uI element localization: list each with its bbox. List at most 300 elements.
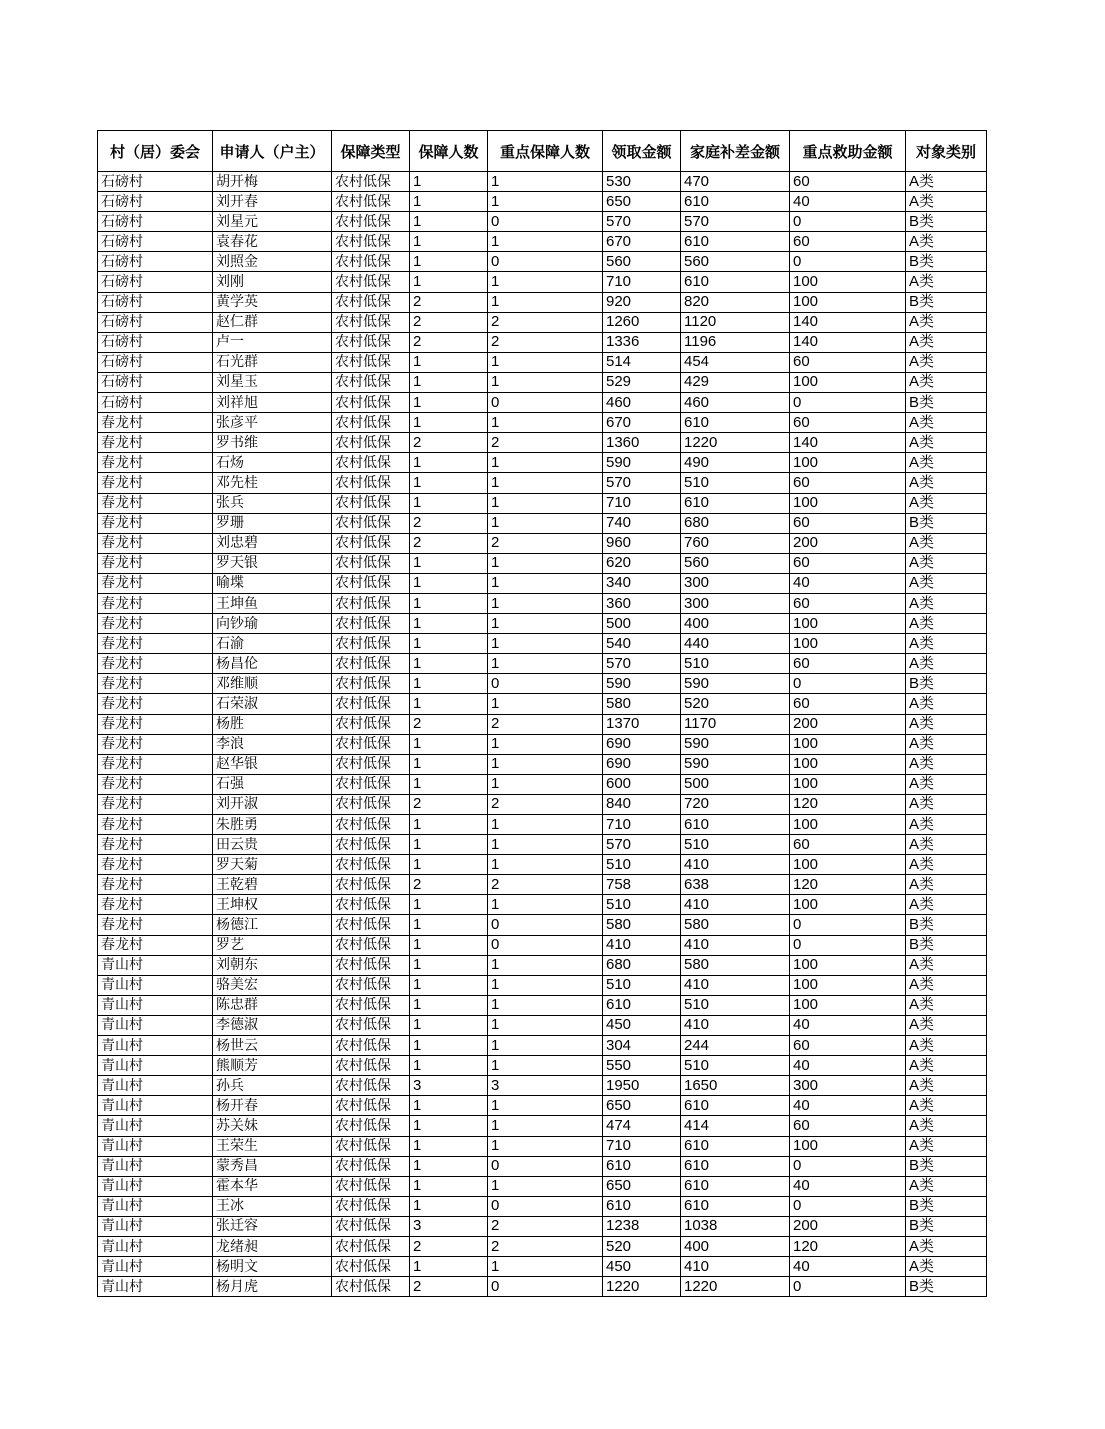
table-row (98, 1056, 987, 1076)
village-cell: 春龙村 (98, 674, 213, 694)
amount-received-cell: 500 (603, 614, 681, 634)
amount-received-cell: 570 (603, 654, 681, 674)
village-cell: 石磅村 (98, 332, 213, 352)
household-supplement-cell: 1038 (681, 1216, 790, 1236)
category-cell: A类 (906, 634, 987, 654)
applicant-cell: 罗书维 (213, 433, 332, 453)
covered-persons-cell: 1 (410, 815, 488, 835)
village-cell: 春龙村 (98, 855, 213, 875)
village-cell: 春龙村 (98, 935, 213, 955)
table-row (98, 634, 987, 654)
assistance-type-cell: 农村低保 (332, 835, 410, 855)
amount-received-cell: 529 (603, 372, 681, 392)
covered-persons-cell: 1 (410, 1116, 488, 1136)
assistance-type-cell: 农村低保 (332, 453, 410, 473)
applicant-cell: 罗天银 (213, 553, 332, 573)
category-cell: A类 (906, 192, 987, 212)
table-row (98, 935, 987, 955)
header-applicant: 申请人（户主） (213, 131, 332, 172)
key-relief-amount-cell: 0 (790, 1156, 906, 1176)
category-cell: A类 (906, 955, 987, 975)
applicant-cell: 王冰 (213, 1196, 332, 1216)
category-cell: B类 (906, 1277, 987, 1297)
table-row (98, 1036, 987, 1056)
assistance-type-cell: 农村低保 (332, 433, 410, 453)
applicant-cell: 杨世云 (213, 1036, 332, 1056)
applicant-cell: 王坤鱼 (213, 593, 332, 613)
amount-received-cell: 1950 (603, 1076, 681, 1096)
key-covered-persons-cell: 2 (488, 533, 603, 553)
key-relief-amount-cell: 40 (790, 1015, 906, 1035)
assistance-type-cell: 农村低保 (332, 634, 410, 654)
amount-received-cell: 710 (603, 815, 681, 835)
covered-persons-cell: 1 (410, 774, 488, 794)
assistance-type-cell: 农村低保 (332, 372, 410, 392)
covered-persons-cell: 1 (410, 393, 488, 413)
key-covered-persons-cell: 1 (488, 754, 603, 774)
table-row (98, 192, 987, 212)
covered-persons-cell: 1 (410, 614, 488, 634)
covered-persons-cell: 2 (410, 513, 488, 533)
applicant-cell: 刘开淑 (213, 794, 332, 814)
assistance-type-cell: 农村低保 (332, 1116, 410, 1136)
covered-persons-cell: 1 (410, 634, 488, 654)
category-cell: A类 (906, 1176, 987, 1196)
village-cell: 春龙村 (98, 513, 213, 533)
household-supplement-cell: 610 (681, 1136, 790, 1156)
table-row (98, 593, 987, 613)
village-cell: 春龙村 (98, 734, 213, 754)
applicant-cell: 罗天菊 (213, 855, 332, 875)
table-row (98, 774, 987, 794)
key-relief-amount-cell: 0 (790, 212, 906, 232)
table-row (98, 835, 987, 855)
key-relief-amount-cell: 0 (790, 1196, 906, 1216)
amount-received-cell: 560 (603, 252, 681, 272)
household-supplement-cell: 440 (681, 634, 790, 654)
applicant-cell: 邓维顺 (213, 674, 332, 694)
covered-persons-cell: 2 (410, 875, 488, 895)
key-relief-amount-cell: 100 (790, 453, 906, 473)
assistance-type-cell: 农村低保 (332, 674, 410, 694)
assistance-type-cell: 农村低保 (332, 252, 410, 272)
household-supplement-cell: 610 (681, 815, 790, 835)
assistance-type-cell: 农村低保 (332, 192, 410, 212)
table-row (98, 955, 987, 975)
village-cell: 春龙村 (98, 794, 213, 814)
key-covered-persons-cell: 1 (488, 553, 603, 573)
category-cell: A类 (906, 1056, 987, 1076)
covered-persons-cell: 1 (410, 975, 488, 995)
key-covered-persons-cell: 1 (488, 835, 603, 855)
assistance-type-cell: 农村低保 (332, 1156, 410, 1176)
key-covered-persons-cell: 1 (488, 694, 603, 714)
village-cell: 青山村 (98, 1257, 213, 1277)
amount-received-cell: 590 (603, 453, 681, 473)
category-cell: A类 (906, 493, 987, 513)
category-cell: B类 (906, 393, 987, 413)
table-body (98, 172, 987, 1297)
category-cell: A类 (906, 473, 987, 493)
amount-received-cell: 670 (603, 413, 681, 433)
key-covered-persons-cell: 1 (488, 855, 603, 875)
key-relief-amount-cell: 60 (790, 232, 906, 252)
table-row (98, 794, 987, 814)
village-cell: 春龙村 (98, 413, 213, 433)
key-relief-amount-cell: 100 (790, 614, 906, 634)
category-cell: A类 (906, 835, 987, 855)
applicant-cell: 熊顺芳 (213, 1056, 332, 1076)
assistance-type-cell: 农村低保 (332, 232, 410, 252)
key-covered-persons-cell: 1 (488, 975, 603, 995)
village-cell: 春龙村 (98, 754, 213, 774)
key-covered-persons-cell: 1 (488, 734, 603, 754)
table-row (98, 252, 987, 272)
category-cell: A类 (906, 332, 987, 352)
covered-persons-cell: 2 (410, 292, 488, 312)
category-cell: A类 (906, 372, 987, 392)
key-covered-persons-cell: 0 (488, 1156, 603, 1176)
applicant-cell: 苏关妹 (213, 1116, 332, 1136)
header-key-covered-persons: 重点保障人数 (488, 131, 603, 172)
header-amount-received: 领取金额 (603, 131, 681, 172)
applicant-cell: 刘开春 (213, 192, 332, 212)
covered-persons-cell: 1 (410, 1136, 488, 1156)
key-relief-amount-cell: 300 (790, 1076, 906, 1096)
applicant-cell: 刘朝东 (213, 955, 332, 975)
table-row (98, 1216, 987, 1236)
covered-persons-cell: 2 (410, 794, 488, 814)
key-relief-amount-cell: 0 (790, 393, 906, 413)
amount-received-cell: 710 (603, 493, 681, 513)
key-relief-amount-cell: 0 (790, 935, 906, 955)
table-row (98, 1277, 987, 1297)
key-relief-amount-cell: 100 (790, 634, 906, 654)
covered-persons-cell: 1 (410, 855, 488, 875)
key-relief-amount-cell: 100 (790, 815, 906, 835)
table-row (98, 292, 987, 312)
table-row (98, 1257, 987, 1277)
village-cell: 青山村 (98, 955, 213, 975)
amount-received-cell: 670 (603, 232, 681, 252)
covered-persons-cell: 1 (410, 493, 488, 513)
village-cell: 石磅村 (98, 312, 213, 332)
amount-received-cell: 1260 (603, 312, 681, 332)
header-recipient-category: 对象类别 (906, 131, 987, 172)
key-relief-amount-cell: 40 (790, 1176, 906, 1196)
category-cell: A类 (906, 533, 987, 553)
covered-persons-cell: 1 (410, 172, 488, 192)
table-row (98, 674, 987, 694)
applicant-cell: 陈忠群 (213, 995, 332, 1015)
category-cell: A类 (906, 172, 987, 192)
village-cell: 石磅村 (98, 272, 213, 292)
assistance-type-cell: 农村低保 (332, 212, 410, 232)
key-covered-persons-cell: 0 (488, 212, 603, 232)
category-cell: A类 (906, 1015, 987, 1035)
applicant-cell: 赵华银 (213, 754, 332, 774)
covered-persons-cell: 1 (410, 754, 488, 774)
category-cell: A类 (906, 794, 987, 814)
key-covered-persons-cell: 1 (488, 573, 603, 593)
assistance-type-cell: 农村低保 (332, 1236, 410, 1256)
amount-received-cell: 570 (603, 835, 681, 855)
household-supplement-cell: 460 (681, 393, 790, 413)
key-covered-persons-cell: 1 (488, 614, 603, 634)
key-covered-persons-cell: 0 (488, 252, 603, 272)
table-row (98, 654, 987, 674)
key-relief-amount-cell: 100 (790, 855, 906, 875)
covered-persons-cell: 1 (410, 453, 488, 473)
key-covered-persons-cell: 1 (488, 634, 603, 654)
applicant-cell: 袁春花 (213, 232, 332, 252)
applicant-cell: 龙绪昶 (213, 1236, 332, 1256)
household-supplement-cell: 590 (681, 754, 790, 774)
covered-persons-cell: 1 (410, 895, 488, 915)
applicant-cell: 石炀 (213, 453, 332, 473)
key-relief-amount-cell: 60 (790, 553, 906, 573)
applicant-cell: 赵仁群 (213, 312, 332, 332)
village-cell: 青山村 (98, 1236, 213, 1256)
household-supplement-cell: 510 (681, 473, 790, 493)
household-supplement-cell: 580 (681, 955, 790, 975)
table-row (98, 372, 987, 392)
household-supplement-cell: 1220 (681, 433, 790, 453)
covered-persons-cell: 1 (410, 995, 488, 1015)
header-key-relief-amount: 重点救助金额 (790, 131, 906, 172)
key-relief-amount-cell: 200 (790, 714, 906, 734)
covered-persons-cell: 3 (410, 1216, 488, 1236)
key-covered-persons-cell: 1 (488, 413, 603, 433)
covered-persons-cell: 1 (410, 835, 488, 855)
household-supplement-cell: 570 (681, 212, 790, 232)
table-row (98, 995, 987, 1015)
village-cell: 春龙村 (98, 915, 213, 935)
applicant-cell: 杨开春 (213, 1096, 332, 1116)
key-relief-amount-cell: 120 (790, 794, 906, 814)
amount-received-cell: 1370 (603, 714, 681, 734)
covered-persons-cell: 1 (410, 272, 488, 292)
key-covered-persons-cell: 2 (488, 714, 603, 734)
assistance-type-cell: 农村低保 (332, 533, 410, 553)
category-cell: B类 (906, 513, 987, 533)
key-covered-persons-cell: 1 (488, 292, 603, 312)
amount-received-cell: 450 (603, 1015, 681, 1035)
assistance-type-cell: 农村低保 (332, 734, 410, 754)
category-cell: A类 (906, 573, 987, 593)
household-supplement-cell: 560 (681, 553, 790, 573)
household-supplement-cell: 610 (681, 493, 790, 513)
assistance-type-cell: 农村低保 (332, 593, 410, 613)
key-relief-amount-cell: 100 (790, 895, 906, 915)
household-supplement-cell: 720 (681, 794, 790, 814)
applicant-cell: 邓先桂 (213, 473, 332, 493)
key-relief-amount-cell: 40 (790, 192, 906, 212)
village-cell: 青山村 (98, 1015, 213, 1035)
covered-persons-cell: 1 (410, 413, 488, 433)
amount-received-cell: 1336 (603, 332, 681, 352)
covered-persons-cell: 1 (410, 473, 488, 493)
village-cell: 石磅村 (98, 292, 213, 312)
category-cell: A类 (906, 754, 987, 774)
key-relief-amount-cell: 140 (790, 312, 906, 332)
table-row (98, 1156, 987, 1176)
table-row (98, 1076, 987, 1096)
key-covered-persons-cell: 0 (488, 935, 603, 955)
village-cell: 春龙村 (98, 533, 213, 553)
village-cell: 石磅村 (98, 372, 213, 392)
amount-received-cell: 710 (603, 272, 681, 292)
amount-received-cell: 550 (603, 1056, 681, 1076)
key-relief-amount-cell: 200 (790, 1216, 906, 1236)
amount-received-cell: 304 (603, 1036, 681, 1056)
category-cell: A类 (906, 734, 987, 754)
amount-received-cell: 650 (603, 1176, 681, 1196)
category-cell: A类 (906, 995, 987, 1015)
category-cell: B类 (906, 915, 987, 935)
category-cell: B类 (906, 1216, 987, 1236)
key-covered-persons-cell: 0 (488, 674, 603, 694)
village-cell: 春龙村 (98, 433, 213, 453)
village-cell: 青山村 (98, 1216, 213, 1236)
applicant-cell: 卢一 (213, 332, 332, 352)
key-covered-persons-cell: 1 (488, 995, 603, 1015)
village-cell: 石磅村 (98, 393, 213, 413)
household-supplement-cell: 580 (681, 915, 790, 935)
assistance-type-cell: 农村低保 (332, 1096, 410, 1116)
amount-received-cell: 1238 (603, 1216, 681, 1236)
village-cell: 石磅村 (98, 192, 213, 212)
key-covered-persons-cell: 1 (488, 774, 603, 794)
key-relief-amount-cell: 0 (790, 1277, 906, 1297)
category-cell: A类 (906, 433, 987, 453)
amount-received-cell: 740 (603, 513, 681, 533)
amount-received-cell: 570 (603, 212, 681, 232)
key-relief-amount-cell: 0 (790, 915, 906, 935)
category-cell: A类 (906, 694, 987, 714)
household-supplement-cell: 610 (681, 1176, 790, 1196)
key-covered-persons-cell: 2 (488, 433, 603, 453)
category-cell: A类 (906, 614, 987, 634)
key-relief-amount-cell: 140 (790, 332, 906, 352)
table-row (98, 553, 987, 573)
applicant-cell: 刘星玉 (213, 372, 332, 392)
amount-received-cell: 340 (603, 573, 681, 593)
category-cell: A类 (906, 895, 987, 915)
household-supplement-cell: 760 (681, 533, 790, 553)
household-supplement-cell: 410 (681, 975, 790, 995)
category-cell: A类 (906, 975, 987, 995)
key-relief-amount-cell: 0 (790, 252, 906, 272)
header-row (98, 131, 987, 172)
category-cell: A类 (906, 774, 987, 794)
covered-persons-cell: 1 (410, 674, 488, 694)
table-row (98, 895, 987, 915)
key-covered-persons-cell: 1 (488, 955, 603, 975)
assistance-type-cell: 农村低保 (332, 955, 410, 975)
table-row (98, 453, 987, 473)
assistance-type-cell: 农村低保 (332, 774, 410, 794)
table-row (98, 393, 987, 413)
village-cell: 石磅村 (98, 252, 213, 272)
category-cell: A类 (906, 453, 987, 473)
key-covered-persons-cell: 1 (488, 654, 603, 674)
assistance-type-cell: 农村低保 (332, 754, 410, 774)
covered-persons-cell: 1 (410, 573, 488, 593)
assistance-type-cell: 农村低保 (332, 875, 410, 895)
key-covered-persons-cell: 1 (488, 372, 603, 392)
key-relief-amount-cell: 60 (790, 513, 906, 533)
table-row (98, 754, 987, 774)
household-supplement-cell: 1120 (681, 312, 790, 332)
village-cell: 青山村 (98, 1076, 213, 1096)
assistance-type-cell: 农村低保 (332, 1277, 410, 1297)
category-cell: A类 (906, 1236, 987, 1256)
covered-persons-cell: 1 (410, 192, 488, 212)
table-row (98, 1176, 987, 1196)
household-supplement-cell: 610 (681, 272, 790, 292)
category-cell: A类 (906, 232, 987, 252)
household-supplement-cell: 410 (681, 855, 790, 875)
applicant-cell: 李德淑 (213, 1015, 332, 1035)
covered-persons-cell: 1 (410, 1056, 488, 1076)
amount-received-cell: 680 (603, 955, 681, 975)
applicant-cell: 石荣淑 (213, 694, 332, 714)
household-supplement-cell: 590 (681, 674, 790, 694)
applicant-cell: 王坤权 (213, 895, 332, 915)
covered-persons-cell: 1 (410, 372, 488, 392)
key-relief-amount-cell: 0 (790, 674, 906, 694)
key-covered-persons-cell: 2 (488, 312, 603, 332)
key-covered-persons-cell: 0 (488, 1277, 603, 1297)
category-cell: A类 (906, 855, 987, 875)
household-supplement-cell: 470 (681, 172, 790, 192)
assistance-type-cell: 农村低保 (332, 493, 410, 513)
covered-persons-cell: 1 (410, 1015, 488, 1035)
household-supplement-cell: 560 (681, 252, 790, 272)
covered-persons-cell: 1 (410, 694, 488, 714)
assistance-type-cell: 农村低保 (332, 975, 410, 995)
household-supplement-cell: 610 (681, 192, 790, 212)
key-covered-persons-cell: 2 (488, 1236, 603, 1256)
assistance-type-cell: 农村低保 (332, 895, 410, 915)
table-row (98, 493, 987, 513)
household-supplement-cell: 520 (681, 694, 790, 714)
village-cell: 春龙村 (98, 774, 213, 794)
village-cell: 青山村 (98, 1136, 213, 1156)
key-covered-persons-cell: 1 (488, 1036, 603, 1056)
household-supplement-cell: 429 (681, 372, 790, 392)
key-covered-persons-cell: 1 (488, 272, 603, 292)
household-supplement-cell: 400 (681, 614, 790, 634)
covered-persons-cell: 1 (410, 212, 488, 232)
assistance-type-cell: 农村低保 (332, 1176, 410, 1196)
key-relief-amount-cell: 140 (790, 433, 906, 453)
key-covered-persons-cell: 1 (488, 1096, 603, 1116)
key-covered-persons-cell: 1 (488, 1257, 603, 1277)
key-covered-persons-cell: 2 (488, 875, 603, 895)
category-cell: A类 (906, 352, 987, 372)
category-cell: A类 (906, 654, 987, 674)
covered-persons-cell: 1 (410, 252, 488, 272)
header-covered-persons: 保障人数 (410, 131, 488, 172)
key-relief-amount-cell: 60 (790, 654, 906, 674)
village-cell: 石磅村 (98, 172, 213, 192)
village-cell: 春龙村 (98, 634, 213, 654)
assistance-type-cell: 农村低保 (332, 1257, 410, 1277)
relief-roster-table (97, 130, 987, 1297)
table-row (98, 875, 987, 895)
